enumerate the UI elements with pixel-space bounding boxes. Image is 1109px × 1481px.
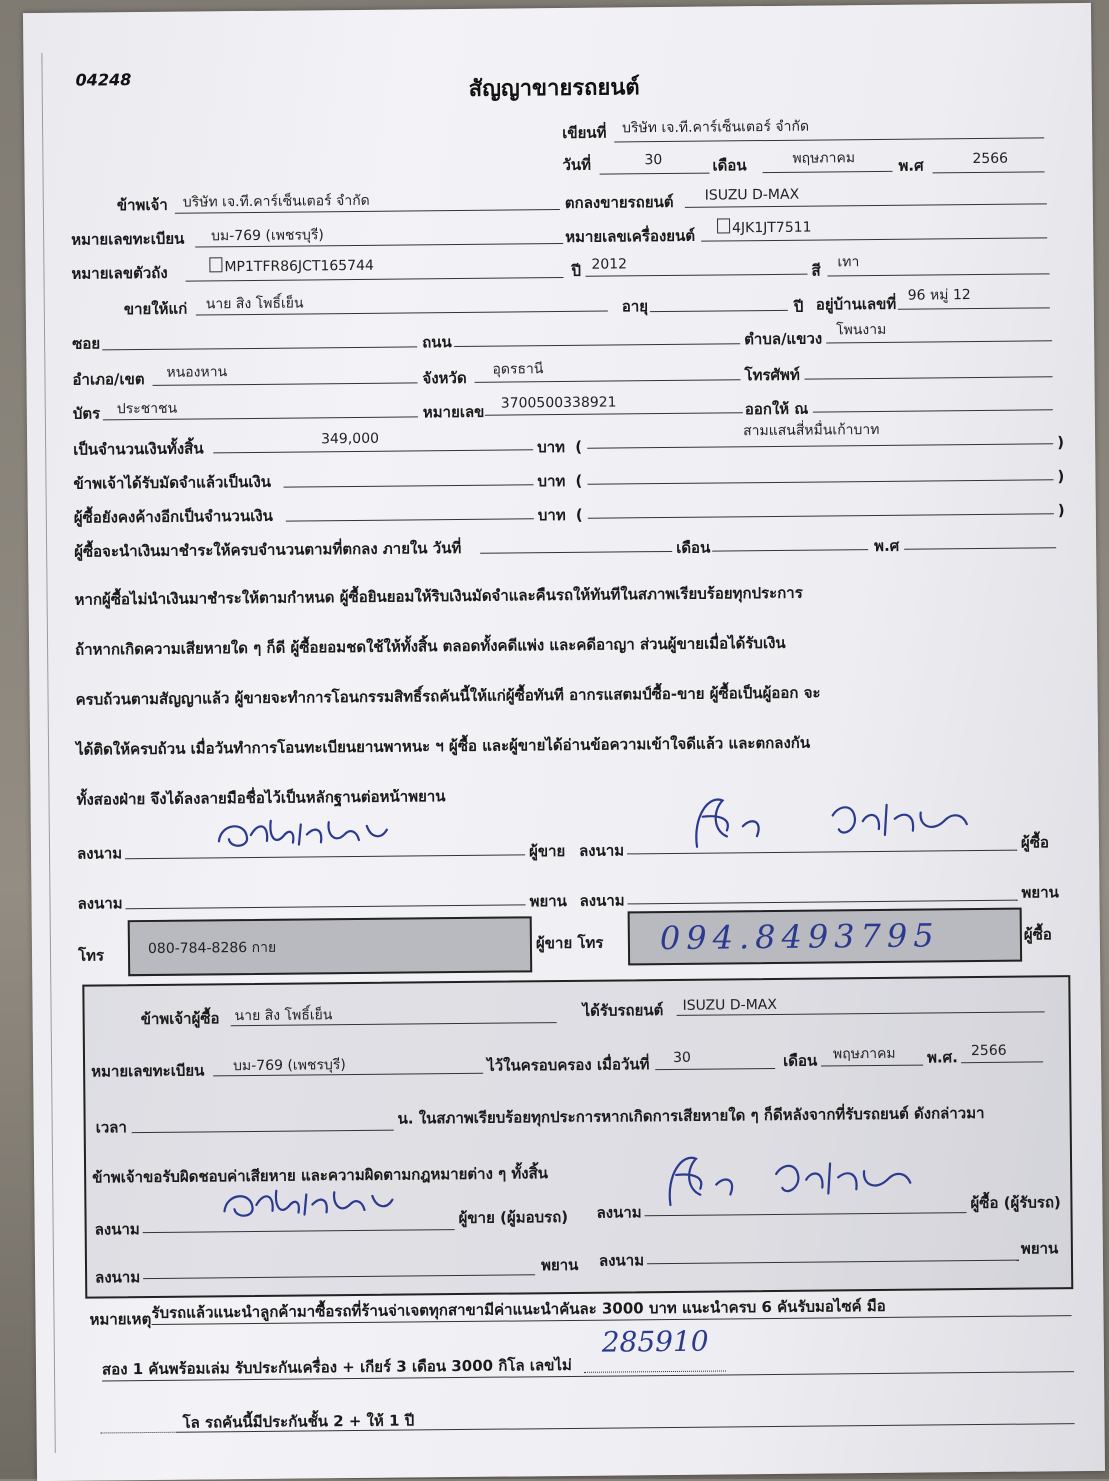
terms-line-1: หากผู้ซื้อไม่นำเงินมาชำระให้ตามกำหนด ผู้ซื้อยินยอมให้ริบเงินมัดจำและคืนรถให้ทันทีในสภาพเรียบร้อยทุกประการ xyxy=(74,583,803,609)
buyer-phone-role: ผู้ซื้อ xyxy=(1023,925,1052,944)
soi-label: ซอย xyxy=(72,334,101,353)
page-title: สัญญาขายรถยนต์ xyxy=(468,75,640,102)
deposit-baht: บาท xyxy=(537,471,566,491)
year-model-value: 2012 xyxy=(591,256,628,273)
written-at-value: บริษัท เจ.ที.คาร์เซ็นเตอร์ จำกัด xyxy=(622,118,810,137)
receipt-received-value: ISUZU D-MAX xyxy=(682,996,778,1014)
terms-line-5: ทั้งสองฝ่าย จึงได้ลงลายมือชื่อไว้เป็นหลักฐานต่อหน้าพยาน xyxy=(76,787,446,809)
agree-sell-value: ISUZU D-MAX xyxy=(704,186,800,204)
receipt-time-label: เวลา xyxy=(95,1118,127,1137)
remaining-open-paren: ( xyxy=(575,505,583,524)
chassis-no-label: หมายเลขตัวถัง xyxy=(71,263,168,283)
deposit-open-paren: ( xyxy=(575,471,583,490)
chassis-no-value: MP1TFR86JCT165744 xyxy=(209,256,374,277)
remaining-baht: บาท xyxy=(537,505,566,525)
receipt-seller-signature xyxy=(216,1179,416,1227)
engine-no-label: หมายเลขเครื่องยนต์ xyxy=(565,226,696,246)
note-line-3: โล รถคันนี้มีประกันชั้น 2 + ให้ 1 ปี xyxy=(182,1411,415,1432)
receipt-seller-sign-label: ลงนาม xyxy=(94,1220,140,1239)
receipt-buyer-value: นาย สิง โพธิ์เย็น xyxy=(234,1007,333,1025)
note-line-1: รับรถแล้วแนะนำลูกค้ามาซื้อรถที่ร้านจ่าเจตทุกสาขามีค่าแนะนำคันละ 3000 บาท แนะนำครบ 6 คันรับมอไซค์ มือ xyxy=(151,1296,886,1322)
note-mileage: 285910 xyxy=(601,1324,709,1359)
note-line-2: สอง 1 คันพร้อมเล่ม รับประกันเครื่อง + เกียร์ 3 เดือน 3000 กิโล เลขไม่ xyxy=(101,1355,572,1379)
registration-label: หมายเลขทะเบียน xyxy=(71,229,185,249)
witness2-role: พยาน xyxy=(1021,883,1059,902)
buyer-label: ขายให้แก่ xyxy=(123,299,188,319)
card-no-label: หมายเลข xyxy=(422,402,485,422)
witness1-role: พยาน xyxy=(529,891,567,911)
receipt-witness1-sign-label: ลงนาม xyxy=(95,1268,141,1287)
buyer-sign-label: ลงนาม xyxy=(578,841,625,860)
phone-label: โทรศัพท์ xyxy=(744,365,800,385)
date-month-label: เดือน xyxy=(712,156,747,175)
age-label: อายุ xyxy=(621,297,649,316)
buyer-phone-value: 094.8493795 xyxy=(659,916,940,958)
receipt-buyer-label: ข้าพเจ้าผู้ซื้อ xyxy=(140,1009,220,1029)
document-number: 04248 xyxy=(75,70,132,90)
receipt-month-value: พฤษภาคม xyxy=(832,1045,896,1063)
road-label: ถนน xyxy=(422,333,452,352)
receipt-responsibility: ข้าพเจ้าขอรับผิดชอบค่าเสียหาย และความผิดตามกฎหมายต่าง ๆ ทั้งสิ้น xyxy=(92,1164,549,1187)
deposit-label: ข้าพเจ้าได้รับมัดจำแล้วเป็นเงิน xyxy=(73,472,272,493)
total-value: 349,000 xyxy=(321,430,380,448)
issued-at-label: ออกให้ ณ xyxy=(744,399,809,419)
receipt-buyer-role: ผู้ซื้อ (ผู้รับรถ) xyxy=(970,1193,1061,1213)
remaining-close-paren: ) xyxy=(1057,501,1065,520)
engine-no-value: 4JK1JT7511 xyxy=(717,218,812,238)
receipt-day-value: 30 xyxy=(672,1049,691,1066)
registration-value: บม-769 (เพชรบุรี) xyxy=(211,227,324,245)
date-day-label: วันที่ xyxy=(562,155,592,174)
seller-sign-label: ลงนาม xyxy=(76,844,123,863)
age-unit: ปี xyxy=(793,297,804,316)
remaining-label: ผู้ซื้อยังคงค้างอีกเป็นจำนวนเงิน xyxy=(73,506,273,527)
payment-due-year-label: พ.ศ xyxy=(874,536,900,556)
receipt-witness1-role: พยาน xyxy=(540,1255,579,1275)
payment-due-month-label: เดือน xyxy=(676,538,711,557)
receipt-buyer-signature xyxy=(656,1142,937,1215)
color-value: เทา xyxy=(837,254,860,271)
checkbox-icon xyxy=(209,257,222,272)
receipt-seller-role: ผู้ขาย (ผู้มอบรถ) xyxy=(458,1207,569,1228)
seller-signature xyxy=(211,809,411,857)
receipt-reg-value: บม-769 (เพชรบุรี) xyxy=(233,1057,346,1075)
card-value: ประชาชน xyxy=(116,400,178,418)
receipt-witness2-role: พยาน xyxy=(1020,1239,1059,1258)
province-value: อุดรธานี xyxy=(492,361,544,378)
receipt-year-label: พ.ศ. xyxy=(926,1048,958,1067)
receipt-year-value: 2566 xyxy=(970,1042,1007,1060)
receipt-time-text: น. ในสภาพเรียบร้อยทุกประการหากเกิดการเสียหายใด ๆ ก็ดีหลังจากที่รับรถยนต์ ดังกล่าวมา xyxy=(397,1103,985,1128)
year-model-label: ปี xyxy=(571,261,582,280)
total-words: สามแสนสี่หมื่นเก้าบาท xyxy=(742,421,880,440)
witness2-sign-label: ลงนาม xyxy=(579,891,625,910)
buyer-role: ผู้ซื้อ xyxy=(1020,833,1050,852)
total-label: เป็นจำนวนเงินทั้งสิ้น xyxy=(73,439,204,459)
buyer-value: นาย สิง โพธิ์เย็น xyxy=(205,295,304,313)
receipt-buyer-sign-label: ลงนาม xyxy=(596,1203,642,1222)
district-label: อำเภอ/เขต xyxy=(72,370,145,389)
receipt-reg-label: หมายเลขทะเบียน xyxy=(91,1061,205,1081)
province-label: จังหวัด xyxy=(422,368,467,388)
seller-phone-box xyxy=(128,916,533,976)
card-label: บัตร xyxy=(72,404,101,423)
house-no-label: อยู่บ้านเลขที่ xyxy=(815,294,897,314)
deposit-close-paren: ) xyxy=(1057,467,1065,486)
total-open-paren: ( xyxy=(575,437,583,456)
terms-line-3: ครบถ้วนตามสัญญาแล้ว ผู้ขายจะทำการโอนกรรมสิทธิ์รถคันนี้ให้แก่ผู้ซื้อทันที อากรแสตมป์ซื้อ-ขาย ผู้ซื้อเป็นผู้ออก จะ xyxy=(75,683,821,709)
checkbox-icon xyxy=(717,218,730,233)
receipt-received-label: ได้รับรถยนต์ xyxy=(582,1001,664,1020)
receipt-witness2-sign-label: ลงนาม xyxy=(598,1251,645,1270)
date-day-value: 30 xyxy=(644,152,663,169)
date-year-label: พ.ศ xyxy=(898,156,924,175)
contract-paper xyxy=(23,3,1105,1481)
agree-sell-label: ตกลงขายรถยนต์ xyxy=(564,192,674,212)
note-label: หมายเหตุ xyxy=(89,1309,152,1329)
seller-label: ข้าพเจ้า xyxy=(116,195,168,215)
total-baht: บาท xyxy=(537,437,566,457)
subdistrict-label: ตำบล/แขวง xyxy=(744,329,823,349)
date-month-value: พฤษภาคม xyxy=(792,150,856,167)
buyer-signature xyxy=(682,784,983,857)
subdistrict-value: โพนงาม xyxy=(835,321,887,339)
house-no-value: 96 หมู่ 12 xyxy=(907,287,971,304)
payment-due-text: ผู้ซื้อจะนำเงินมาชำระให้ครบจำนวนตามที่ตกลง ภายใน วันที่ xyxy=(74,538,462,561)
seller-value: บริษัท เจ.ที.คาร์เซ็นเตอร์ จำกัด xyxy=(182,192,370,211)
witness1-sign-label: ลงนาม xyxy=(77,894,123,913)
receipt-month-label: เดือน xyxy=(782,1051,818,1070)
terms-line-4: ได้ติดให้ครบถ้วน เมื่อวันทำการโอนทะเบียนยานพาหนะ ฯ ผู้ซื้อ และผู้ขายได้อ่านข้อความเข้าใจดีแล้ว และตกลงกัน xyxy=(75,733,811,759)
receipt-possession-label: ไว้ในครอบครอง เมื่อวันที่ xyxy=(487,1055,650,1075)
vehicle-receipt-section xyxy=(82,975,1073,1298)
card-no-value: 3700500338921 xyxy=(500,394,617,412)
terms-line-2: ถ้าหากเกิดความเสียหายใด ๆ ก็ดี ผู้ซื้อยอมชดใช้ให้ทั้งสิ้น ตลอดทั้งคดีแพ่ง และคดีอาญา ส่วนผู้ขายเมื่อได้รับเงิน xyxy=(75,633,786,659)
total-close-paren: ) xyxy=(1057,433,1065,452)
written-at-label: เขียนที่ xyxy=(562,123,607,142)
seller-role: ผู้ขาย xyxy=(528,841,566,861)
seller-phone-role: ผู้ขาย โทร xyxy=(535,933,604,953)
phone-row-label: โทร xyxy=(77,946,105,965)
date-year-value: 2566 xyxy=(972,150,1009,168)
seller-phone-value: 080-784-8286 กาย xyxy=(147,939,277,958)
color-label: สี xyxy=(811,261,821,280)
district-value: หนองหาน xyxy=(166,364,228,381)
buyer-phone-box xyxy=(628,908,1023,966)
